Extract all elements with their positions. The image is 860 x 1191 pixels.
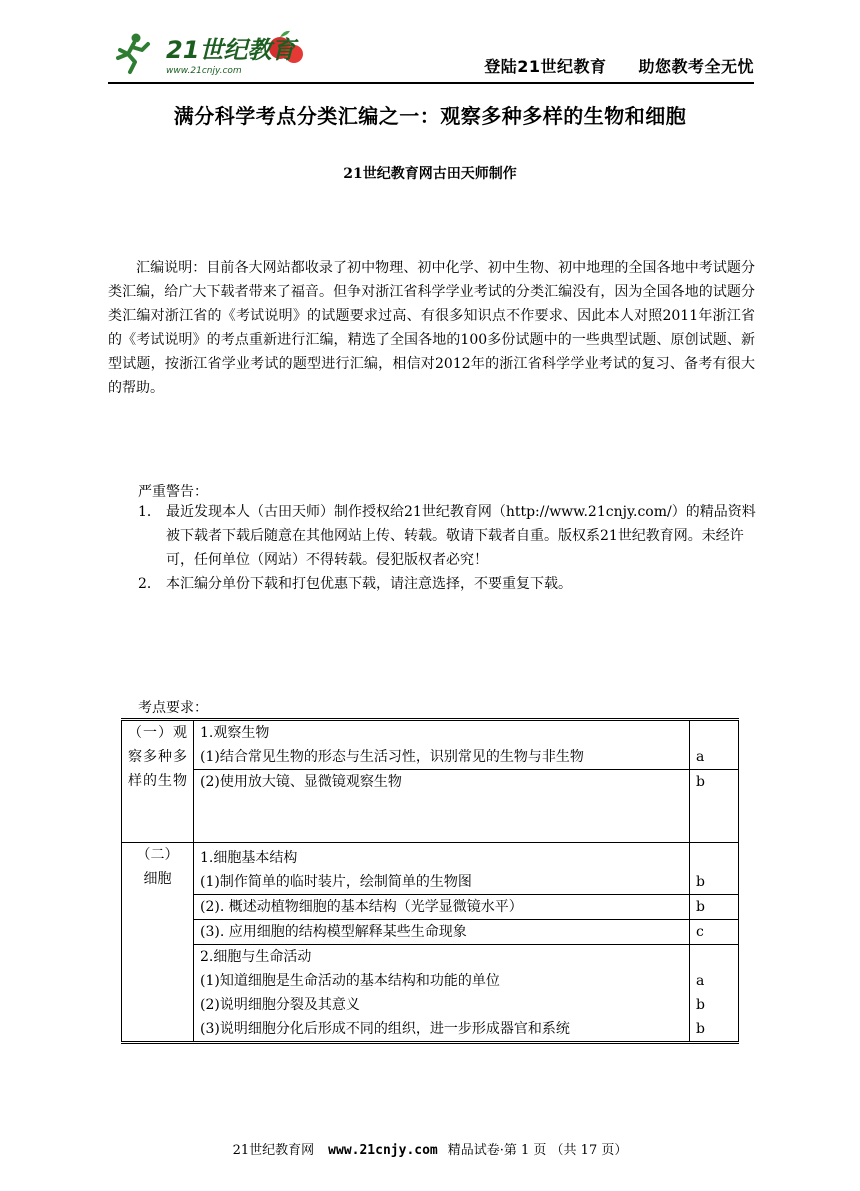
content-line: (3)说明细胞分化后形成不同的组织，进一步形成器官和系统 [200,1021,570,1037]
content-cell: (3). 应用细胞的结构模型解释某些生命现象 [194,920,690,945]
level-cell [690,843,739,895]
level-line [696,945,732,969]
content-line: (1)制作简单的临时装片，绘制简单的生物图 [200,874,472,890]
content-cell [194,945,690,1043]
table-row [122,920,739,945]
warning-item-number: 2． [138,576,161,592]
requirements-heading: 考点要求： [138,700,208,716]
warning-item-text: 最近发现本人（古田天师）制作授权给21世纪教育网（http://www.21cnjy.com/）的精品资料被下载者下载后随意在其他网站上传、转载。敬请下载者自重。版权系21世纪教育网。未经许可，任何单位（网站）不得转载。侵犯版权者必究！ [166,504,756,568]
level-line: b [696,1021,705,1037]
content-cell [194,770,690,843]
warning-item-number: 1． [138,504,161,520]
warning-item [138,500,756,572]
level-line: a [696,973,705,989]
level-cell [690,945,739,1043]
header-slogan [484,54,754,77]
content-line: 1.观察生物 [200,725,270,741]
level-cell: b [690,895,739,920]
content-line: (1)知道细胞是生命活动的基本结构和功能的单位 [200,973,500,989]
warning-heading: 严重警告： [138,484,208,500]
page-footer [0,1139,860,1158]
page-header [108,22,754,82]
logo-text: 21世纪教育 [166,36,296,64]
footer-left: 21世纪教育网 [232,1143,315,1158]
content-cell [194,720,690,770]
content-line: (2)使用放大镜、显微镜观察生物 [200,774,402,790]
document-subtitle: 21世纪教育网古田天师制作 [343,166,517,182]
content-cell: (2). 概述动植物细胞的基本结构（光学显微镜水平） [194,895,690,920]
category-line: 细胞 [143,871,172,887]
warning-item-text: 本汇编分单份下载和打包优惠下载，请注意选择，不要重复下载。 [166,576,572,592]
level-cell [690,770,739,843]
warning-item [138,572,756,596]
level-cell [690,720,739,770]
level-line: b [696,774,705,790]
level-line: b [696,997,705,1013]
footer-page-info: 精品试卷·第 1 页 （共 17 页） [447,1143,628,1158]
table-row [122,895,739,920]
warning-list [138,500,756,596]
content-line: (2)说明细胞分裂及其意义 [200,997,360,1013]
requirements-table [121,718,739,1044]
table-row [122,945,739,1043]
level-line: a [696,749,705,765]
level-line [696,721,732,745]
table-row [122,770,739,843]
content-cell [194,843,690,895]
logo-url: www.21cnjy.com [166,66,242,76]
slogan-right: 助您教考全无忧 [638,57,754,76]
level-cell: c [690,920,739,945]
site-logo [108,28,308,78]
runner-icon [118,34,148,73]
table-row [122,720,739,770]
category-line: （二） [136,847,179,863]
footer-site-link[interactable]: www.21cnjy.com [328,1143,438,1158]
content-line: 2.细胞与生命活动 [200,949,312,965]
content-line: (1)结合常见生物的形态与生活习性，识别常见的生物与非生物 [200,749,584,765]
level-line: b [696,874,705,890]
slogan-left: 登陆21世纪教育 [484,57,607,76]
category-cell-1: （一）观察多种多样的生物 [122,720,194,843]
document-title: 满分科学考点分类汇编之一：观察多种多样的生物和细胞 [173,104,687,128]
table-row [122,843,739,895]
level-line [696,846,732,870]
header-rule [108,82,754,84]
category-cell-2 [122,843,194,1043]
content-line: 1.细胞基本结构 [200,850,298,866]
intro-paragraph: 汇编说明：目前各大网站都收录了初中物理、初中化学、初中生物、初中地理的全国各地中考试题分类汇编，给广大下载者带来了福音。但争对浙江省科学学业考试的分类汇编没有，因为全国各地的试题分类汇编对浙江省的《考试说明》的试题要求过高、有很多知识点不作要求、因此本人对照2011年浙江省的《考试说明》的考点重新进行汇编，精选了全国各地的100多份试题中的一些典型试题、原创试题、新型试题，按浙江省学业考试的题型进行汇编，相信对2012年的浙江省科学学业考试的复习、备考有很大的帮助。 [108,260,755,396]
